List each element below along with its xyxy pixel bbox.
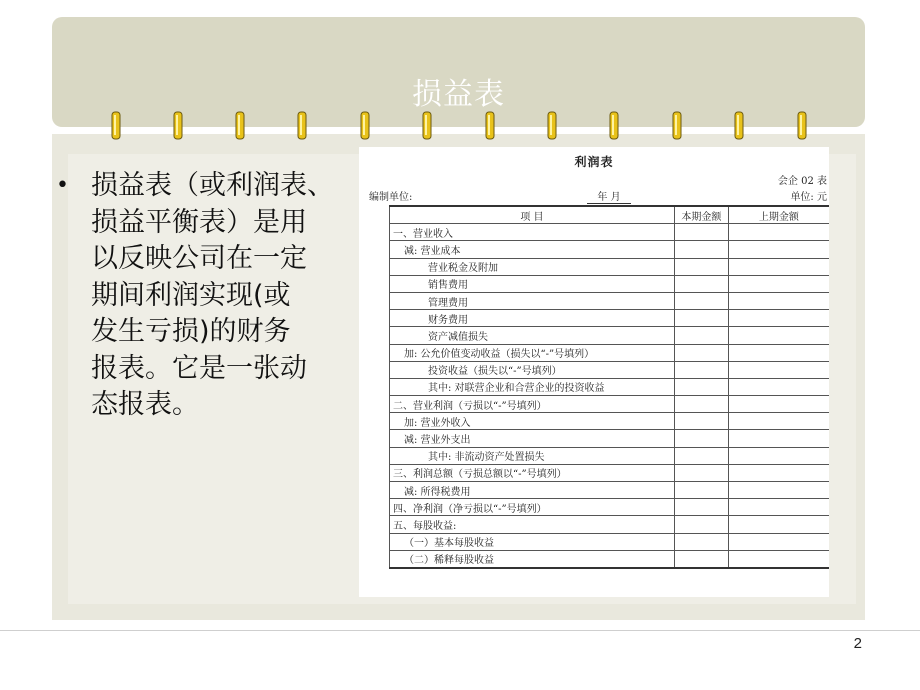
table-row — [390, 482, 830, 499]
current-amount-cell — [674, 310, 728, 327]
binder-ring-icon — [734, 111, 744, 140]
current-amount-cell — [674, 413, 728, 430]
row-item-label: （二）稀释每股收益 — [390, 550, 675, 568]
current-amount-cell — [674, 344, 728, 361]
table-row — [390, 344, 830, 361]
current-amount-cell — [674, 241, 728, 258]
table-row — [390, 447, 830, 464]
row-item-label: 五、每股收益: — [390, 516, 675, 533]
table-row — [390, 550, 830, 568]
bullet-line: 损益表（或利润表、 — [91, 170, 334, 201]
prior-amount-cell — [728, 447, 829, 464]
table-row — [390, 258, 830, 275]
row-item-label: 投资收益（损失以“-”号填列） — [390, 361, 675, 378]
table-row — [390, 275, 830, 292]
row-item-label: 资产减值损失 — [390, 327, 675, 344]
prior-amount-cell — [728, 310, 829, 327]
row-item-label: 四、净利润（净亏损以“-”号填列） — [390, 499, 675, 516]
date-label: 年 月 — [587, 188, 631, 204]
table-row — [390, 533, 830, 550]
table-row — [390, 516, 830, 533]
current-amount-cell — [674, 224, 728, 241]
bullet-point — [56, 168, 368, 424]
table-row — [390, 361, 830, 378]
current-amount-cell — [674, 430, 728, 447]
row-item-label: 销售费用 — [390, 275, 675, 292]
table-header-row — [390, 206, 830, 224]
table-row — [390, 327, 830, 344]
bullet-line: 态报表。 — [91, 389, 199, 420]
prior-amount-cell — [728, 396, 829, 413]
binder-ring-icon — [422, 111, 432, 140]
prior-amount-cell — [728, 241, 829, 258]
bullet-line: 以反映公司在一定 — [91, 243, 307, 274]
binder-ring-icon — [609, 111, 619, 140]
bullet-text — [91, 168, 366, 424]
binder-ring-icon — [797, 111, 807, 140]
row-item-label: 管理费用 — [390, 292, 675, 309]
binder-ring-icon — [297, 111, 307, 140]
prior-amount-cell — [728, 327, 829, 344]
row-item-label: 减: 营业外支出 — [390, 430, 675, 447]
binder-ring-icon — [547, 111, 557, 140]
row-item-label: 其中: 非流动资产处置损失 — [390, 447, 675, 464]
current-amount-cell — [674, 327, 728, 344]
row-item-label: 加: 营业外收入 — [390, 413, 675, 430]
binder-ring-icon — [485, 111, 495, 140]
table-row — [390, 396, 830, 413]
form-code: 会企 02 表 — [777, 176, 827, 187]
row-item-label: 一、营业收入 — [390, 224, 675, 241]
table-row — [390, 310, 830, 327]
bullet-icon: • — [56, 173, 69, 198]
row-item-label: 减: 营业成本 — [390, 241, 675, 258]
current-amount-cell — [674, 275, 728, 292]
row-item-label: 减: 所得税费用 — [390, 482, 675, 499]
prior-amount-cell — [728, 533, 829, 550]
bullet-line: 报表。它是一张动 — [91, 352, 307, 384]
current-amount-cell — [674, 378, 728, 395]
table-row — [390, 224, 830, 241]
prepared-by-label: 编制单位: — [369, 192, 413, 203]
table-row — [390, 413, 830, 430]
prior-amount-cell — [728, 224, 829, 241]
statement-title: 利润表 — [574, 155, 614, 169]
current-amount-cell — [674, 292, 728, 309]
row-item-label: 营业税金及附加 — [390, 258, 675, 275]
prior-amount-cell — [728, 292, 829, 309]
prior-amount-cell — [728, 378, 829, 395]
table-row — [390, 464, 830, 481]
unit-label: 单位: 元 — [790, 192, 827, 203]
prior-amount-cell — [728, 430, 829, 447]
prior-amount-cell — [728, 361, 829, 378]
current-amount-cell — [674, 464, 728, 481]
table-row — [390, 430, 830, 447]
current-amount-cell — [674, 533, 728, 550]
row-item-label: 其中: 对联营企业和合营企业的投资收益 — [390, 378, 675, 395]
prior-amount-cell — [728, 275, 829, 292]
binder-ring-icon — [235, 111, 245, 140]
table-row — [390, 292, 830, 309]
current-amount-cell — [674, 516, 728, 533]
row-item-label: 加: 公允价值变动收益（损失以“-”号填列） — [390, 344, 675, 361]
bullet-line: 发生亏损)的财务 — [91, 316, 291, 347]
current-amount-cell — [674, 499, 728, 516]
current-amount-cell — [674, 396, 728, 413]
page-number: 2 — [853, 635, 862, 652]
prior-amount-cell — [728, 550, 829, 568]
prior-amount-cell — [728, 482, 829, 499]
current-amount-cell — [674, 258, 728, 275]
row-item-label: 三、利润总额（亏损总额以“-”号填列） — [390, 464, 675, 481]
footer-rule — [0, 630, 920, 631]
prior-amount-cell — [728, 344, 829, 361]
prior-amount-cell — [728, 464, 829, 481]
row-item-label: 二、营业利润（亏损以“-”号填列） — [390, 396, 675, 413]
row-item-label: （一）基本每股收益 — [390, 533, 675, 550]
table-row — [390, 241, 830, 258]
current-amount-cell — [674, 482, 728, 499]
header-prior-period: 上期金额 — [728, 206, 829, 224]
current-amount-cell — [674, 361, 728, 378]
prior-amount-cell — [728, 258, 829, 275]
binder-ring-icon — [111, 111, 121, 140]
row-item-label: 财务费用 — [390, 310, 675, 327]
prior-amount-cell — [728, 516, 829, 533]
statement-table — [389, 205, 829, 569]
prior-amount-cell — [728, 499, 829, 516]
table-row — [390, 378, 830, 395]
income-statement-image — [359, 147, 829, 597]
binder-ring-icon — [173, 111, 183, 140]
header-current-period: 本期金额 — [674, 206, 728, 224]
prior-amount-cell — [728, 413, 829, 430]
binder-ring-icon — [360, 111, 370, 140]
bullet-line: 损益平衡表）是用 — [91, 206, 307, 238]
current-amount-cell — [674, 550, 728, 568]
table-row — [390, 499, 830, 516]
binder-ring-icon — [672, 111, 682, 140]
slide-title: 损益表 — [412, 77, 505, 112]
header-item: 项 目 — [390, 206, 675, 224]
bullet-line: 期间利润实现(或 — [91, 279, 291, 311]
current-amount-cell — [674, 447, 728, 464]
